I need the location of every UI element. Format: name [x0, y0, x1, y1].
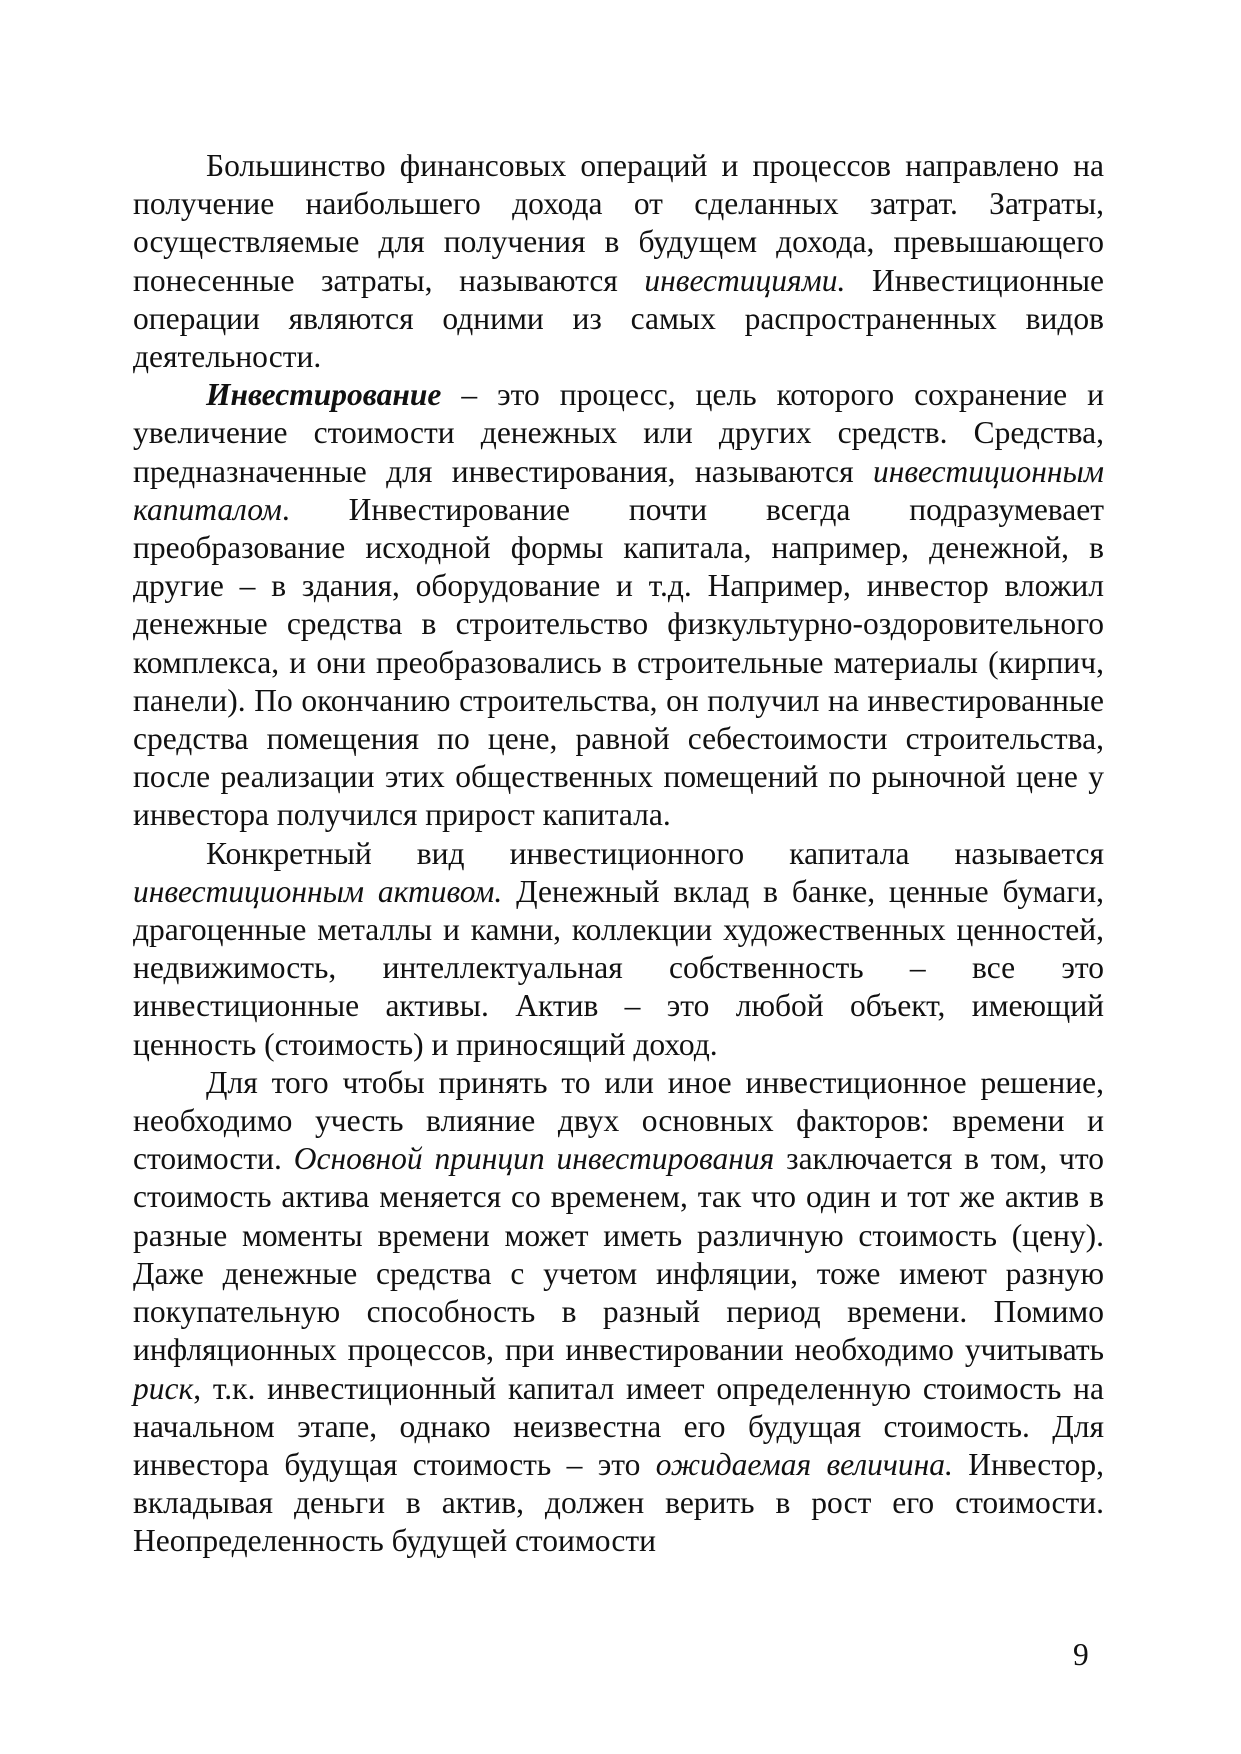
italic-term-risk: риск [133, 1370, 194, 1406]
paragraph-3 [133, 835, 1104, 1064]
italic-term-investitsionnym-kapitalom: инвестиционным капиталом [133, 453, 1104, 527]
italic-term-osnovnoy-printsip: Основной принцип инвестирования [293, 1141, 775, 1177]
text-run: – это процесс, цель которого сохранение и увеличение стоимости денежных или других средств. Средства, предназначенные для инвестирования, называются [133, 377, 1104, 489]
text-run: Конкретный вид инвестиционного капитала называется [206, 835, 1104, 871]
italic-term-investitsionnym-aktivom: инвестиционным активом. [133, 873, 503, 909]
italic-term-ozhidaemaya-velichina: ожидаемая величина. [655, 1446, 953, 1482]
text-run: Для того чтобы принять то или иное инвестиционное решение, необходимо учесть влияние двух основных факторов: времени и стоимости. [133, 1064, 1104, 1177]
italic-term-investitsiyami: инвестициями. [644, 262, 846, 298]
document-page [133, 147, 1104, 1561]
paragraph-1 [133, 147, 1104, 376]
text-run: заключается в том, что стоимость актива меняется со временем, так что один и тот же актив в разные моменты времени может иметь различную стоимость (цену). Даже денежные средства с учетом инфляции, тоже имеют разную покупательную способность в разный период времени. Помимо инфляционных процессов, при инвестировании необходимо учитывать [133, 1141, 1104, 1368]
text-run: Инвестор, вкладывая деньги в актив, должен верить в рост его стоимости. Неопределенность будущей стоимости [133, 1446, 1104, 1559]
text-run: , т.к. инвестиционный капитал имеет определенную стоимость на начальном этапе, однако неизвестна его будущая стоимость. Для инвестора будущая стоимость – это [133, 1370, 1104, 1482]
text-run: Большинство финансовых операций и процессов направлено на получение наибольшего дохода от сделанных затрат. Затраты, осуществляемые для получения в будущем дохода, превышающего понесенные затраты, называются [133, 148, 1104, 298]
text-run: . Инвестирование почти всегда подразумевает преобразование исходной формы капитала, например, денежной, в другие – в здания, оборудование и т.д. Например, инвестор вложил денежные средства в строительство физкультурно-оздоровительного комплекса, и они преобразовались в строительные материалы (кирпич, панели). По окончанию строительства, он получил на инвестированные средства помещения по цене, равной себестоимости строительства, после реализации этих общественных помещений по рыночной цене у инвестора получился прирост капитала. [133, 491, 1104, 833]
page-number: 9 [1073, 1637, 1089, 1672]
text-run: Денежный вклад в банке, ценные бумаги, драгоценные металлы и камни, коллекции художественных ценностей, недвижимость, интеллектуальная собственность – все это инвестиционные активы. Актив – это любой объект, имеющий ценность (стоимость) и приносящий доход. [133, 873, 1105, 1062]
bold-italic-term-investirovanie: Инвестирование [206, 377, 442, 413]
text-run: Инвестиционные операции являются одними из самых распространенных видов деятельности. [133, 262, 1104, 375]
paragraph-2 [133, 376, 1104, 834]
paragraph-4 [133, 1064, 1104, 1561]
